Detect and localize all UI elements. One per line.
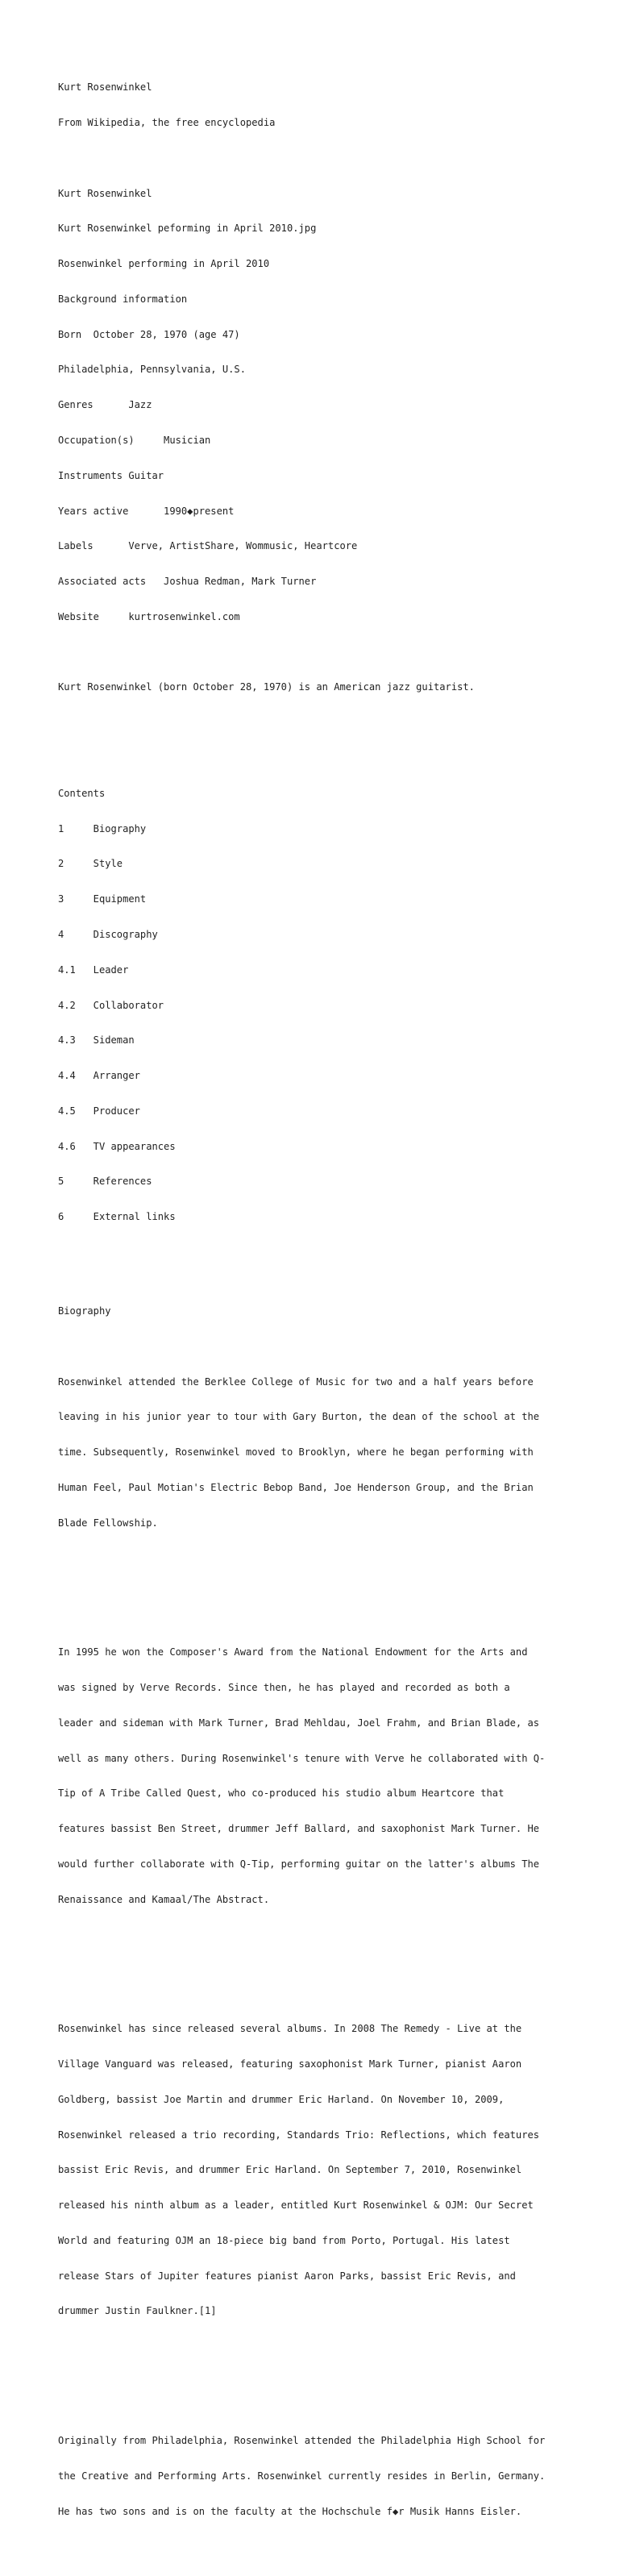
toc-item-tv-appearances: 4.6 TV appearances [58, 1140, 176, 1152]
infobox-occupation: Occupation(s) Musician [58, 435, 211, 446]
toc-item-leader: 4.1 Leader [58, 963, 129, 976]
infobox-image-caption: Rosenwinkel performing in April 2010 [58, 258, 270, 270]
paragraph-line: Goldberg, bassist Joe Martin and drummer Eric Harland. On November 10, 2009, [58, 2093, 505, 2105]
biography-heading: Biography [58, 1305, 111, 1317]
paragraph-line: Rosenwinkel attended the Berklee College of Music for two and a half years before [58, 1375, 534, 1388]
paragraph-line: Tip of A Tribe Called Quest, who co-produced his studio album Heartcore that [58, 1787, 505, 1800]
paragraph [58, 1352, 574, 1552]
toc-item-arranger: 4.4 Arranger [58, 1070, 140, 1082]
paragraph-line: leader and sideman with Mark Turner, Brad Mehldau, Joel Frahm, and Brian Blade, as [58, 1717, 540, 1729]
toc-item-references: 5 References [58, 1176, 152, 1188]
paragraph-line: was signed by Verve Records. Since then, he has played and recorded as both a [58, 1681, 510, 1693]
paragraph-line: He has two sons and is on the faculty at the Hochschule f◆r Musik Hanns Eisler. [58, 2505, 522, 2517]
toc-item-style: 2 Style [58, 858, 123, 870]
infobox-born: Born October 28, 1970 (age 47) [58, 328, 240, 340]
infobox-website: Website kurtrosenwinkel.com [58, 610, 240, 622]
blank-line [58, 717, 574, 729]
toc-item-collaborator: 4.2 Collaborator [58, 999, 164, 1011]
paragraph-line: would further collaborate with Q-Tip, performing guitar on the latter's albums The [58, 1858, 540, 1870]
paragraph-line: drummer Justin Faulkner.[1] [58, 2305, 217, 2317]
paragraph-line: In 1995 he won the Composer's Award from the National Endowment for the Arts and [58, 1646, 528, 1658]
source-line: From Wikipedia, the free encyclopedia [58, 116, 276, 128]
paragraph [58, 1623, 574, 1929]
paragraph-line: well as many others. During Rosenwinkel's tenure with Verve he collaborated with Q- [58, 1752, 546, 1764]
infobox-image-filename: Kurt Rosenwinkel peforming in April 2010.jpg [58, 223, 317, 235]
paragraph-line: Rosenwinkel released a trio recording, Standards Trio: Reflections, which features [58, 2129, 540, 2141]
infobox-instruments: Instruments Guitar [58, 469, 164, 481]
paragraph-line: the Creative and Performing Arts. Rosenwinkel currently resides in Berlin, Germany. [58, 2470, 546, 2482]
paragraph-line: Rosenwinkel has since released several albums. In 2008 The Remedy - Live at the [58, 2023, 522, 2035]
infobox-section-label: Background information [58, 293, 188, 305]
paragraph-line: release Stars of Jupiter features pianist Aaron Parks, bassist Eric Revis, and [58, 2270, 516, 2282]
toc-item-equipment: 3 Equipment [58, 893, 147, 905]
paragraph-line: bassist Eric Revis, and drummer Eric Harland. On September 7, 2010, Rosenwinkel [58, 2164, 522, 2176]
blank-line [58, 1953, 574, 1965]
table-of-contents [58, 764, 574, 1246]
paragraph-line: leaving in his junior year to tour with Gary Burton, the dean of the school at the [58, 1411, 540, 1423]
document-page [58, 58, 574, 2576]
paragraph-line: time. Subsequently, Rosenwinkel moved to Brooklyn, where he began performing with [58, 1446, 534, 1459]
infobox-genres: Genres Jazz [58, 399, 152, 411]
toc-item-biography: 1 Biography [58, 822, 147, 834]
biography-section [58, 1282, 574, 2565]
paragraph-line: released his ninth album as a leader, entitled Kurt Rosenwinkel & OJM: Our Secret [58, 2199, 534, 2212]
blank-line [58, 1576, 574, 1588]
toc-item-sideman: 4.3 Sideman [58, 1034, 135, 1047]
blank-line [58, 2364, 574, 2376]
intro-sentence: Kurt Rosenwinkel (born October 28, 1970) is an American jazz guitarist. [58, 681, 475, 693]
toc-item-discography: 4 Discography [58, 928, 158, 940]
page-title: Kurt Rosenwinkel [58, 81, 152, 94]
paragraph-line: Human Feel, Paul Motian's Electric Bebop Band, Joe Henderson Group, and the Brian [58, 1481, 534, 1493]
toc-item-producer: 4.5 Producer [58, 1105, 140, 1117]
paragraph-line: Blade Fellowship. [58, 1517, 158, 1529]
paragraph [58, 2000, 574, 2341]
contents-heading: Contents [58, 787, 106, 799]
infobox-associated-acts: Associated acts Joshua Redman, Mark Turner [58, 576, 317, 588]
paragraph-line: features bassist Ben Street, drummer Jeff Ballard, and saxophonist Mark Turner. He [58, 1823, 540, 1835]
infobox [58, 164, 574, 646]
infobox-labels: Labels Verve, ArtistShare, Wommusic, Heartcore [58, 540, 358, 552]
paragraph-line: Originally from Philadelphia, Rosenwinkel attended the Philadelphia High School for [58, 2434, 546, 2446]
infobox-years-active: Years active 1990◆present [58, 505, 235, 517]
infobox-birthplace: Philadelphia, Pennsylvania, U.S. [58, 364, 246, 376]
paragraph-line: World and featuring OJM an 18-piece big band from Porto, Portugal. His latest [58, 2234, 510, 2246]
toc-item-external-links: 6 External links [58, 1211, 176, 1223]
paragraph [58, 2412, 574, 2541]
paragraph-line: Renaissance and Kamaal/The Abstract. [58, 1893, 270, 1905]
paragraph-line: Village Vanguard was released, featuring saxophonist Mark Turner, pianist Aaron [58, 2058, 522, 2070]
infobox-name: Kurt Rosenwinkel [58, 187, 152, 199]
